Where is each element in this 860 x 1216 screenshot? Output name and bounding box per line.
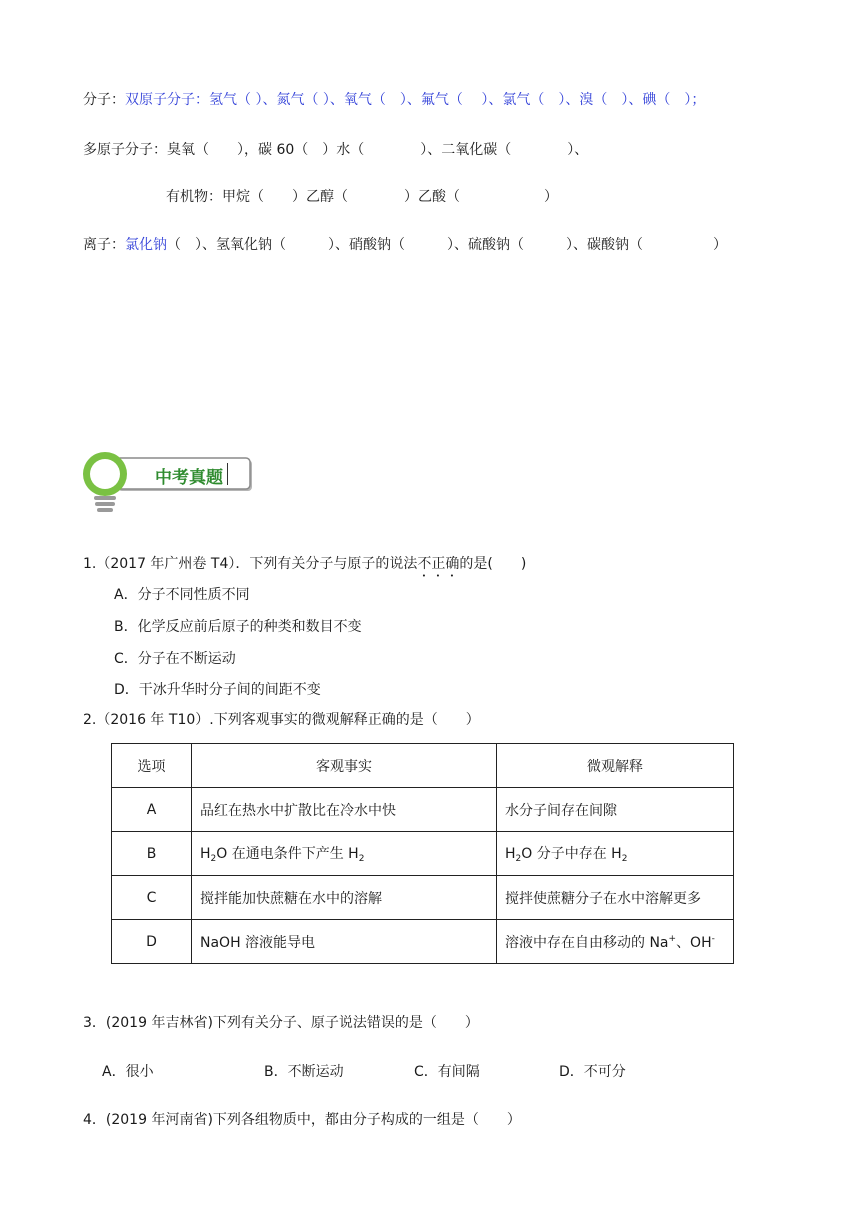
row-fact: $H_2O$ 在通电条件下产生 $H_2$ <box>192 832 497 876</box>
molecule-line-diatomic <box>83 89 705 109</box>
row-explanation: 搅拌使蔗糖分子在水中溶解更多 <box>497 876 734 920</box>
table-row <box>112 788 734 832</box>
ion-line <box>83 234 727 254</box>
q1-stem-part-b: 的是( ) <box>459 556 527 572</box>
section-banner <box>82 446 257 518</box>
row-option: C <box>112 876 192 920</box>
row-explanation: $H_2O$ 分子中存在 $H_2$ <box>497 832 734 876</box>
diatomic-text: 双原子分子：氢气（ ）、氮气（ ）、氧气（ ）、氟气（ ）、氯气（ ）、溴（ ）、碘（ ）； <box>125 92 706 108</box>
banner-title: 中考真题 <box>155 468 223 488</box>
q1-stem-part-a: 1.（2017 年广州卷 T4）．下列有关分子与原子的说法 <box>83 556 418 572</box>
q1-option-d: D．干冰升华时分子间的间距不变 <box>114 682 321 698</box>
row-option: A <box>112 788 192 832</box>
text-cursor <box>227 463 228 485</box>
header-explanation: 微观解释 <box>497 744 734 788</box>
q1-stem-emphasis: 不正确 <box>417 556 460 572</box>
ion-prefix: 离子： <box>83 237 125 253</box>
q3-option-b: B．不断运动 <box>264 1064 344 1080</box>
q2-table <box>111 743 734 964</box>
q3-option-a: A．很小 <box>102 1064 154 1080</box>
molecule-line-polyatomic: 多原子分子：臭氧（ ），碳 60（ ）水（ ）、二氧化碳（ ）、 <box>83 142 589 158</box>
q1-option-b: B．化学反应前后原子的种类和数目不变 <box>114 619 362 635</box>
table-row <box>112 920 734 964</box>
q3-stem: 3．(2019 年吉林省)下列有关分子、原子说法错误的是（ ） <box>83 1015 479 1031</box>
q1-stem <box>83 553 526 580</box>
header-option: 选项 <box>112 744 192 788</box>
q3-option-d: D．不可分 <box>559 1064 626 1080</box>
table-row <box>112 832 734 876</box>
row-fact: 品红在热水中扩散比在冷水中快 <box>192 788 497 832</box>
row-explanation: 溶液中存在自由移动的 Na+、OH- <box>497 920 734 964</box>
q2-stem: 2.（2016 年 T10）.下列客观事实的微观解释正确的是（ ） <box>83 712 480 728</box>
molecule-prefix: 分子： <box>83 92 125 108</box>
molecule-line-organic: 有机物：甲烷（ ）乙醇（ ）乙酸（ ） <box>166 189 558 205</box>
q3-option-c: C．有间隔 <box>414 1064 480 1080</box>
q1-option-a: A．分子不同性质不同 <box>114 587 250 603</box>
table-row <box>112 876 734 920</box>
row-option: D <box>112 920 192 964</box>
q4-stem: 4．(2019 年河南省)下列各组物质中，都由分子构成的一组是（ ） <box>83 1112 521 1128</box>
q1-option-c: C．分子在不断运动 <box>114 651 236 667</box>
header-fact: 客观事实 <box>192 744 497 788</box>
ion-blue-text: 氯化钠 <box>125 237 167 253</box>
row-fact: NaOH 溶液能导电 <box>192 920 497 964</box>
ion-rest-text: （ ）、氢氧化钠（ ）、硝酸钠（ ）、硫酸钠（ ）、碳酸钠（ ） <box>167 237 727 253</box>
row-explanation: 水分子间存在间隙 <box>497 788 734 832</box>
row-option: B <box>112 832 192 876</box>
row-fact: 搅拌能加快蔗糖在水中的溶解 <box>192 876 497 920</box>
table-header-row <box>112 744 734 788</box>
